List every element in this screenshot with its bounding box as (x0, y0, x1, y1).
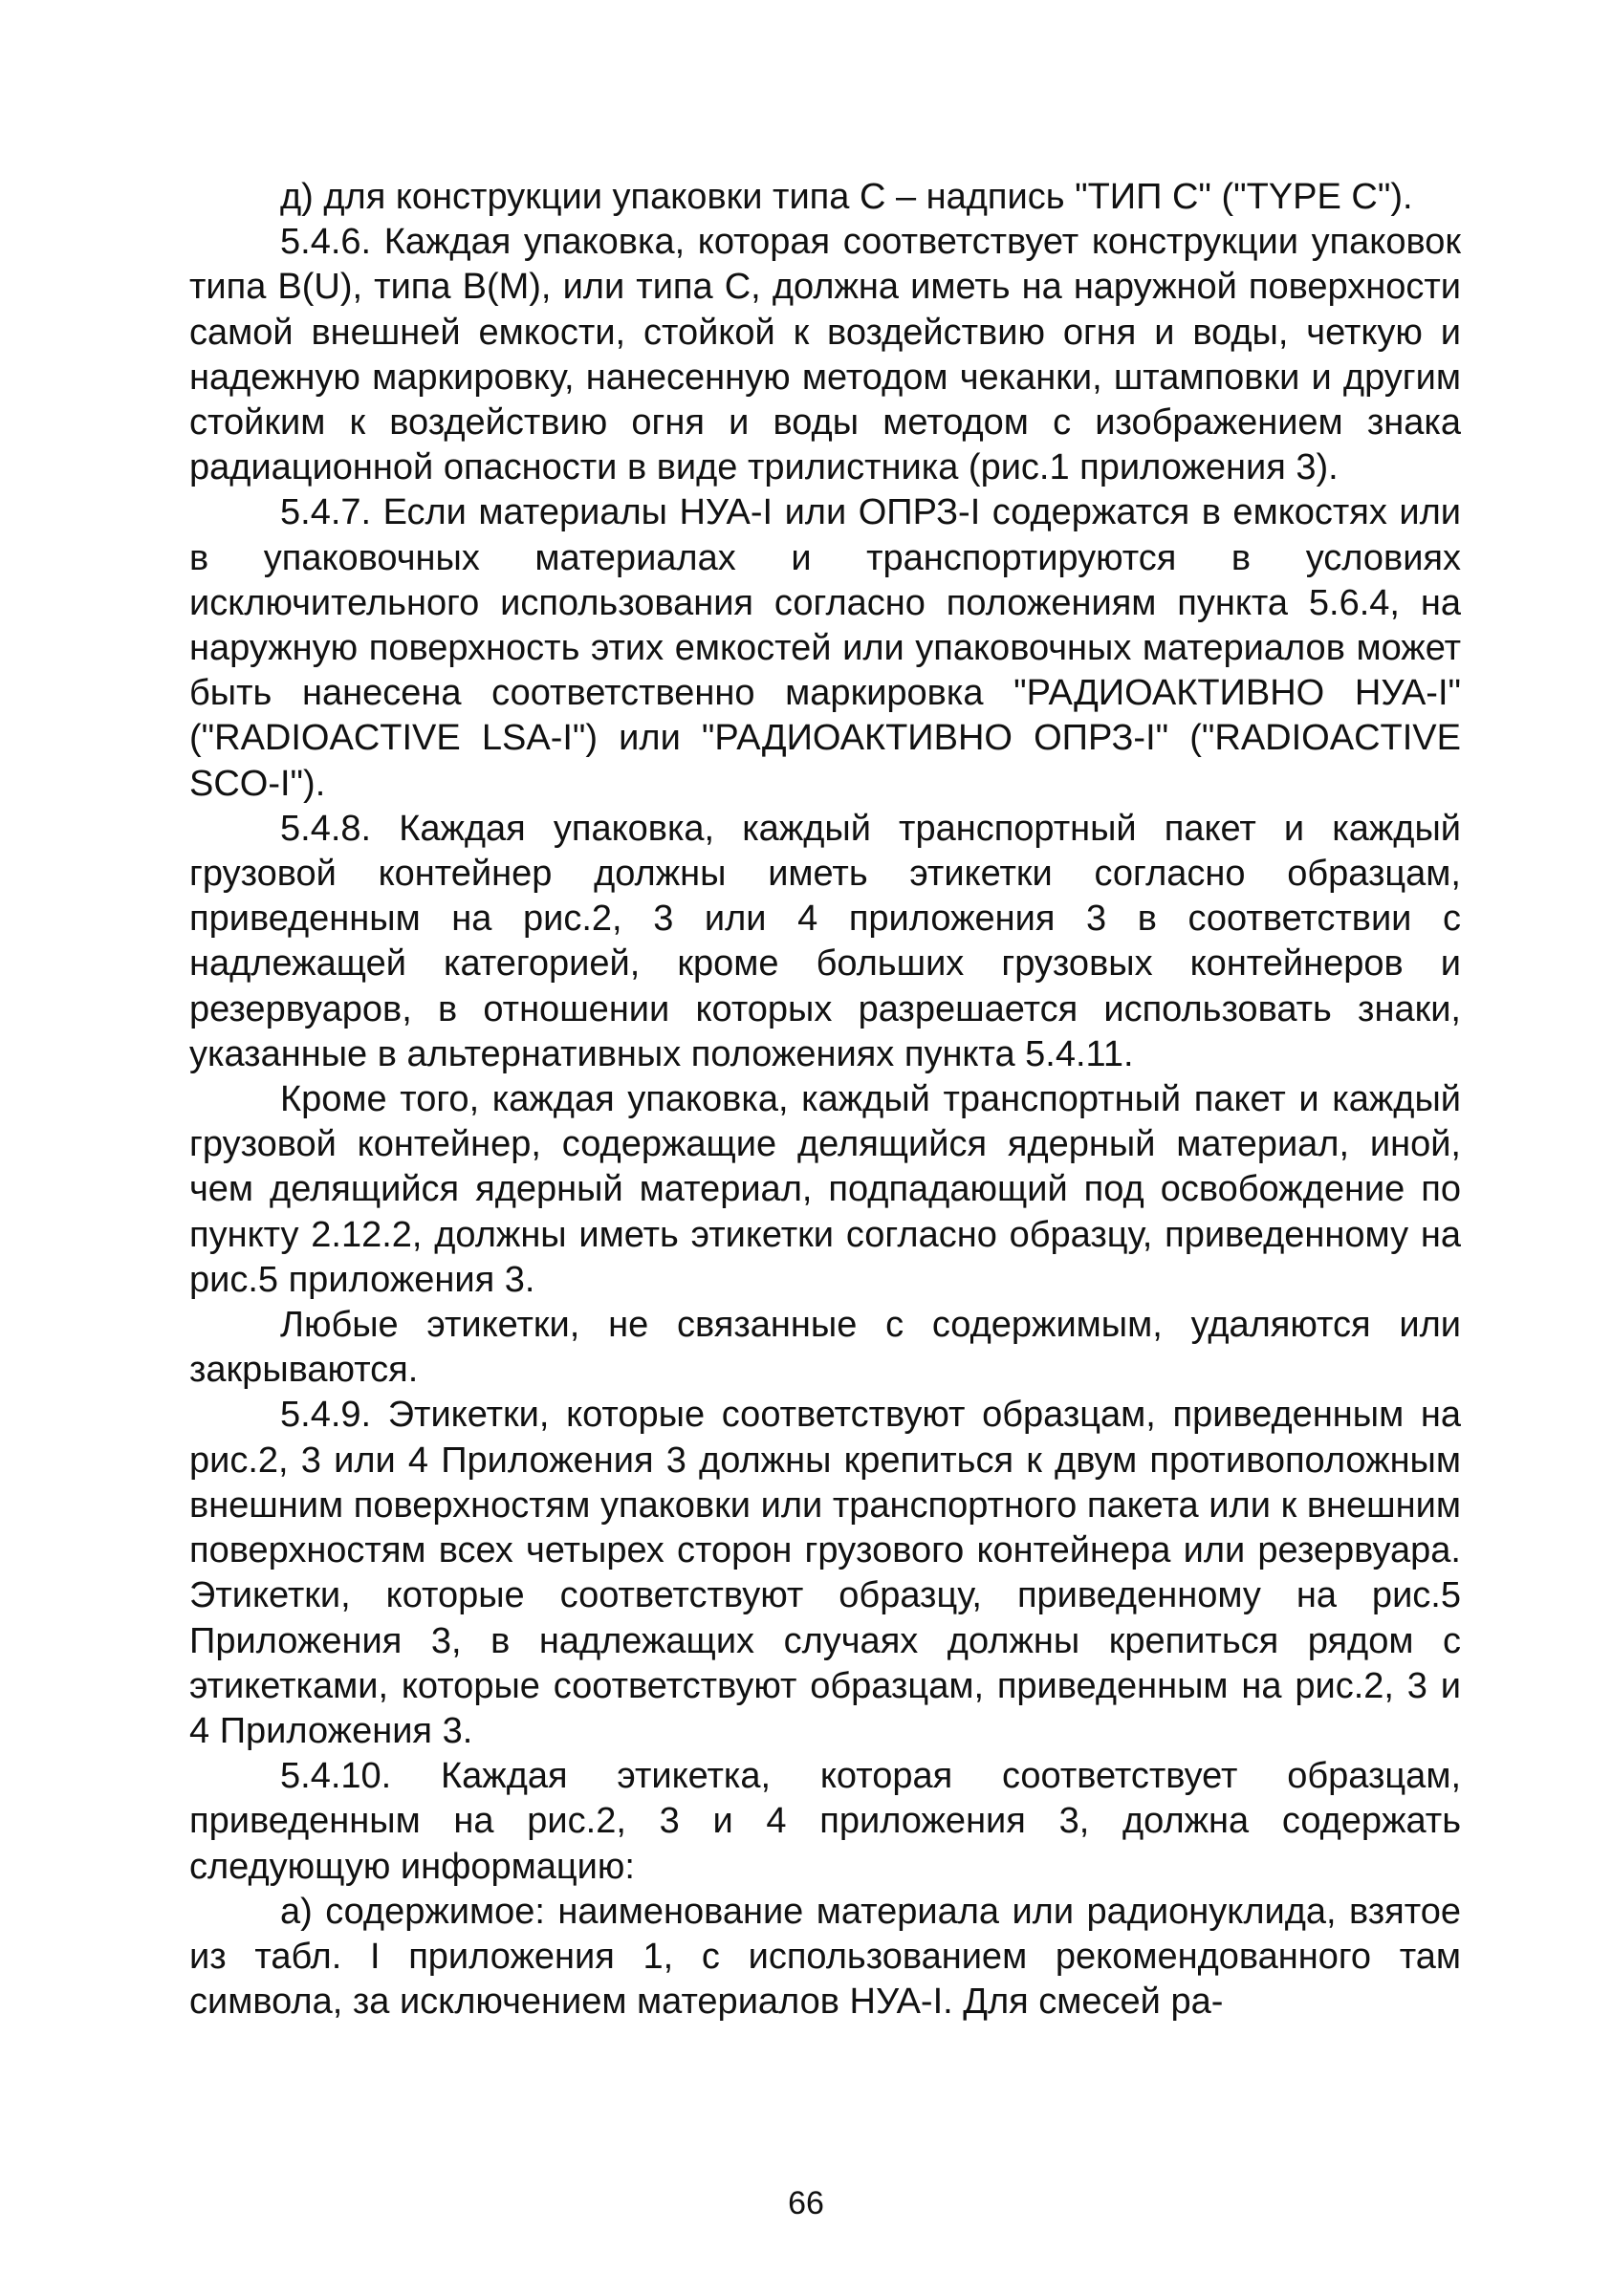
paragraph-5-4-9: 5.4.9. Этикетки, которые соответствуют образцам, приведенным на рис.2, 3 или 4 Приложения 3 должны крепиться к двум противоположным внешним поверхностям упаковки или транспортного пакета или к внешним поверхностям всех четырех сторон грузового контейнера или резервуара. Этикетки, которые соответствуют образцу, приведенному на рис.5 Приложения 3, в надлежащих случаях должны крепиться рядом с этикетками, которые соответствуют образцам, приведенным на рис.2, 3 и 4 Приложения 3. (189, 1395, 1461, 1751)
paragraph-contents-item-a: а) содержимое: наименование материала или радионуклида, взятое из табл. I приложения 1, с использованием рекомендованного там символа, за исключением материалов НУА-I. Для смесей ра- (189, 1891, 1461, 2023)
paragraph-fissile-labels: Кроме того, каждая упаковка, каждый транспортный пакет и каждый грузовой контейнер, содержащие делящийся ядерный материал, иной, чем делящийся ядерный материал, подпадающий под освобождение по пункту 2.12.2, должны иметь этикетки согласно образцу, приведенному на рис.5 приложения 3. (189, 1079, 1461, 1300)
page-number: 66 (788, 2185, 824, 2221)
paragraph-5-4-8: 5.4.8. Каждая упаковка, каждый транспортный пакет и каждый грузовой контейнер должны иметь этикетки согласно образцам, приведенным на рис.2, 3 или 4 приложения 3 в соответствии с надлежащей категорией, кроме больших грузовых контейнеров и резервуаров, в отношении которых разрешается использовать знаки, указанные в альтернативных положениях пункта 5.4.11. (189, 808, 1461, 1074)
paragraph-5-4-7: 5.4.7. Если материалы НУА-I или ОПРЗ-I содержатся в емкостях или в упаковочных материалах и транспортируются в условиях исключительного использования согласно положениям пункта 5.6.4, на наружную поверхность этих емкостей или упаковочных материалов может быть нанесена соответственно маркировка "РАДИОАКТИВНО НУА-I" ("RADIOACTIVE LSA-I") или "РАДИОАКТИВНО ОПРЗ-I" ("RADIOACTIVE SCO-I"). (189, 492, 1461, 804)
document-body (189, 175, 1461, 2025)
paragraph-5-4-6: 5.4.6. Каждая упаковка, которая соответствует конструкции упаковок типа B(U), типа В(М), или типа С, должна иметь на наружной поверхности самой внешней емкости, стойкой к воздействию огня и воды, четкую и надежную маркировку, нанесенную методом чеканки, штамповки и другим стойким к воздействию огня и воды методом с изображением знака радиационной опасности в виде трилистника (рис.1 приложения 3). (189, 222, 1461, 488)
paragraph-5-4-10: 5.4.10. Каждая этикетка, которая соответствует образцам, приведенным на рис.2, 3 и 4 приложения 3, должна содержать следующую информацию: (189, 1756, 1461, 1887)
paragraph-type-c-label: д) для конструкции упаковки типа С – надпись "ТИП С" ("TYPE C"). (280, 177, 1413, 217)
paragraph-unrelated-labels: Любые этикетки, не связанные с содержимым, удаляются или закрываются. (189, 1305, 1461, 1391)
